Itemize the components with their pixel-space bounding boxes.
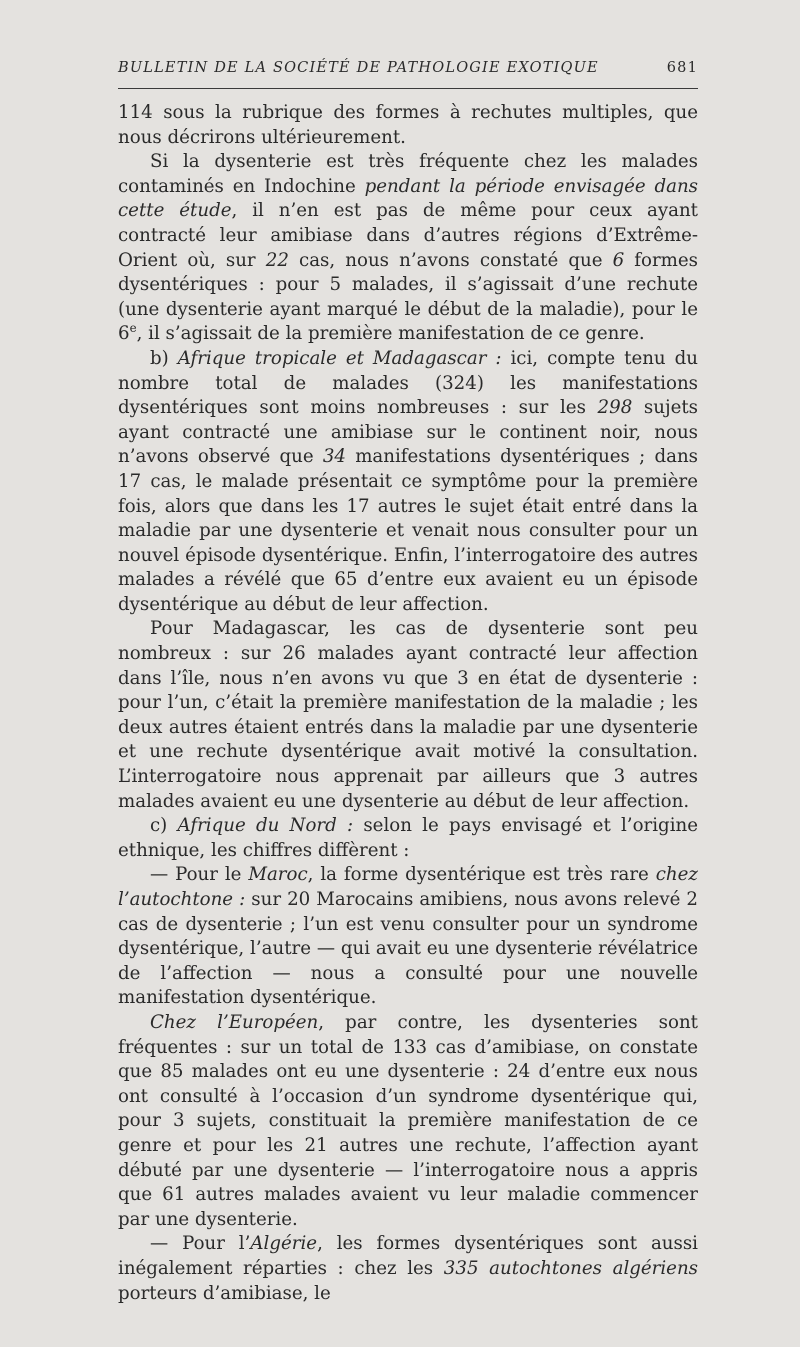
italic-span: 34	[322, 446, 346, 468]
text-span: , il s’agissait de la première manifestation de ce genre.	[136, 323, 645, 345]
text-span: b)	[150, 347, 178, 369]
italic-span: 22	[265, 249, 289, 271]
article-body	[118, 101, 698, 1306]
text-span: , les formes dysentériques sont aussi inégalement réparties : chez les	[118, 1233, 698, 1279]
page-number: 681	[666, 60, 698, 76]
paragraph	[118, 1232, 698, 1306]
italic-span: Maroc	[248, 864, 308, 886]
paragraph	[118, 814, 698, 863]
italic-span: 335 autochtones algériens	[443, 1257, 698, 1279]
running-title: BULLETIN DE LA SOCIÉTÉ DE PATHOLOGIE EXOTIQUE	[118, 60, 599, 76]
paragraph	[118, 150, 698, 347]
italic-span: 298	[597, 397, 633, 419]
text-span: 114 sous la rubrique des formes à rechutes multiples, que nous décrirons ultérieurement.	[118, 102, 698, 148]
text-span: , il n’en est pas de même pour ceux ayant contracté leur amibiase dans d’autres régions d’Extrême-Orient où, sur	[118, 200, 698, 271]
text-span: sur 20 Marocains amibiens, nous avons relevé 2 cas de dysenterie ; l’un est venu consulter pour un syndrome dysentérique, l’autre — qui avait eu une dysenterie révélatrice de l’affection — nous a consulté pour une nouvelle manifestation dysentérique.	[118, 889, 698, 1009]
text-span: cas, nous n’avons constaté que	[288, 249, 613, 271]
text-span: manifestations dysentériques ; dans 17 cas, le malade présentait ce symptôme pour la première fois, alors que dans les 17 autres le sujet était entré dans la maladie par une dysenterie et venait nous consulter pour un nouvel épisode dysentérique. Enfin, l’interrogatoire des autres malades a révélé que 65 d’entre eux avaient eu un épisode dysentérique au début de leur affection.	[118, 446, 698, 615]
text-span: sujets ayant contracté une amibiase sur le continent noir, nous n’avons observé que	[118, 397, 698, 468]
text-span: c)	[150, 815, 178, 837]
text-span: — Pour le	[150, 864, 249, 886]
text-span: — Pour l’	[150, 1233, 251, 1255]
running-header	[118, 60, 698, 86]
text-span: formes dysentériques : pour 5 malades, il s’agissait d’une rechute (une dysenterie ayant marqué le début de la maladie), pour le 6	[118, 249, 699, 345]
italic-span: Afrique tropicale et Madagascar :	[177, 347, 502, 369]
italic-span: 6	[612, 249, 625, 271]
paragraph	[118, 617, 698, 814]
italic-span: pendant la période envisagée dans cette étude	[118, 175, 698, 222]
text-span: porteurs d’amibiase, le	[118, 1282, 331, 1304]
italic-span: Afrique du Nord :	[177, 815, 354, 837]
header-rule	[118, 88, 698, 89]
text-span: Pour Madagascar, les cas de dysenterie sont peu nombreux : sur 26 malades ayant contracté leur affection dans l’île, nous n’en avons vu que 3 en état de dysenterie : pour l’un, c’était la première manifestation de la maladie ; les deux autres étaient entrés dans la maladie par une dysenterie et une rechute dysentérique avait motivé la consultation. L’interrogatoire nous apprenait par ailleurs que 3 autres malades avaient eu une dysenterie au début de leur affection.	[118, 618, 698, 812]
text-span: e	[129, 321, 137, 336]
italic-span: Algérie	[250, 1233, 318, 1255]
text-span: Si la dysenterie est très fréquente chez les malades contaminés en Indochine	[118, 151, 698, 197]
paragraph	[118, 101, 698, 150]
paragraph	[118, 347, 698, 618]
paragraph	[118, 863, 698, 1011]
text-span: ici, compte tenu du nombre total de malades (324) les manifestations dysentériques sont moins nombreuses : sur les	[118, 347, 698, 419]
text-span: , la forme dysentérique est très rare	[307, 864, 656, 886]
text-span: selon le pays envisagé et l’origine ethnique, les chiffres diffèrent :	[118, 815, 698, 861]
italic-span: chez l’autochtone :	[118, 864, 698, 910]
italic-span: Chez l’Européen	[150, 1011, 319, 1033]
paragraph	[118, 1011, 698, 1232]
text-span: , par contre, les dysenteries sont fréquentes : sur un total de 133 cas d’amibiase, on constate que 85 malades ont eu une dysenterie : 24 d’entre eux nous ont consulté à l’occasion d’un syndrome dysentérique qui, pour 3 sujets, constituait la première manifestation de ce genre et pour les 21 autres une rechute, l’affection ayant débuté par une dysenterie — l’interrogatoire nous a appris que 61 autres malades avaient vu leur maladie commencer par une dysenterie.	[118, 1011, 698, 1230]
